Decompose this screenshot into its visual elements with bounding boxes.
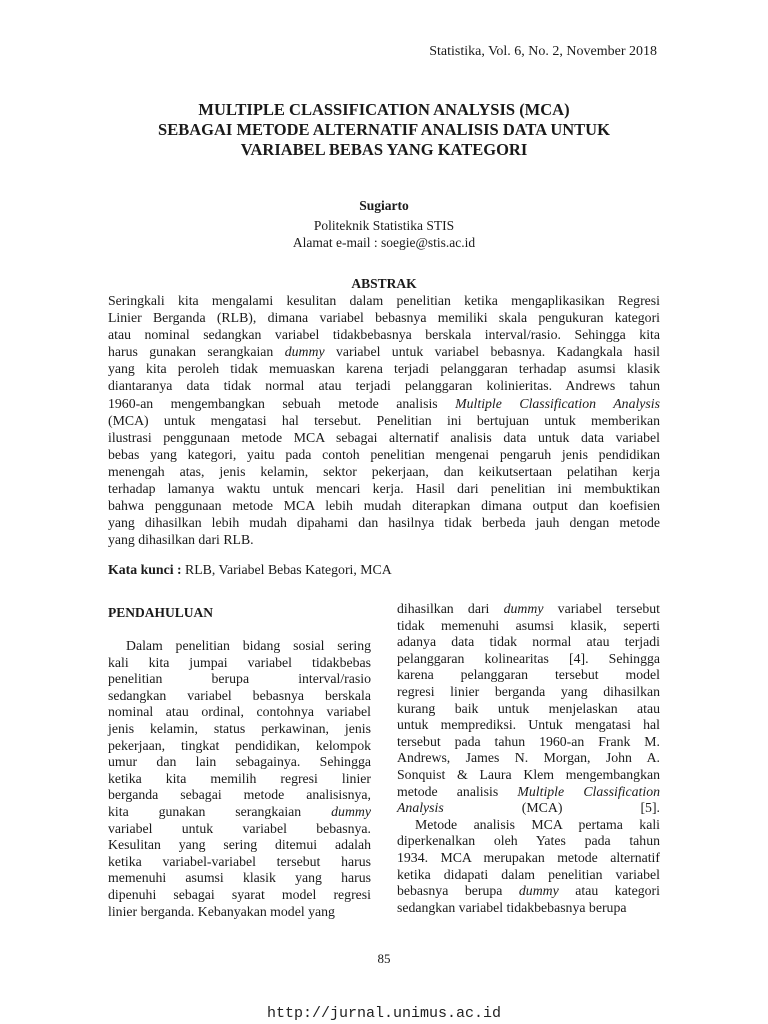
abstract-line: bebas yang kategori, yaitu pada contoh penelitian mengenai pengaruh jenis pendidikan — [108, 446, 660, 462]
title-line-2: SEBAGAI METODE ALTERNATIF ANALISIS DATA UNTUK — [158, 120, 610, 139]
keywords-value: RLB, Variabel Bebas Kategori, MCA — [181, 562, 392, 577]
abstract-heading: ABSTRAK — [351, 276, 417, 291]
abstract-line: menengah atas, jenis kelamin, sektor pekerjaan, dan keikutsertaan pelatihan kerja — [108, 463, 660, 479]
left-column-line: kita gunakan serangkaian dummy — [108, 803, 371, 819]
right-column-line: untuk memprediksi. Untuk mengatasi hal — [397, 717, 660, 733]
left-column-line: Dalam penelitian bidang sosial sering — [126, 638, 371, 653]
abstract-line: yang dihasilkan lebih mudah dipahami dan hasilnya tidak berbeda jauh dengan metode — [108, 515, 660, 531]
left-column-line: ketika kita memilih regresi linier — [108, 770, 371, 786]
abstract-body — [108, 292, 660, 548]
right-column-line: regresi linier berganda yang dihasilkan — [397, 683, 660, 699]
right-column-line: dihasilkan dari dummy variabel tersebut — [397, 601, 660, 616]
left-column-line: berganda sebagai metode analisisnya, — [108, 787, 371, 803]
right-column-line: ketika didapati dalam penelitian variabel — [397, 866, 660, 882]
abstract-line: yang dihasilkan dari RLB. — [108, 532, 254, 548]
left-column-line: Kesulitan yang sering ditemui adalah — [108, 837, 371, 853]
right-column-text — [397, 601, 660, 916]
right-column-line: 1934. MCA merupakan metode alternatif — [397, 849, 660, 865]
left-column-line: nominal atau ordinal, contohnya variabel — [108, 704, 371, 720]
left-column-line: dipenuhi sebagai syarat model regresi — [108, 886, 371, 902]
author-affiliation-block — [108, 217, 660, 251]
right-column-line: diperkenalkan oleh Yates pada tahun — [397, 833, 660, 849]
section-heading: PENDAHULUAN — [108, 605, 214, 620]
right-column-line: karena pelanggaran tersebut model — [397, 667, 660, 683]
right-column-line: pelanggaran kolinearitas [4]. Sehingga — [397, 650, 660, 666]
title-line-3: VARIABEL BEBAS YANG KATEGORI — [240, 140, 528, 159]
abstract-line: (MCA) untuk mengatasi hal tersebut. Penelitian ini bertujuan untuk memberikan — [108, 412, 660, 428]
left-column-line: pekerjaan, tingkat pendidikan, kelompok — [108, 737, 371, 753]
journal-citation: Statistika, Vol. 6, No. 2, November 2018 — [429, 44, 657, 59]
abstract-line: Linier Berganda (RLB), dimana variabel bebasnya memiliki skala pengukuran kategori — [108, 310, 660, 326]
left-column-line: umur dan lain sebagainya. Sehingga — [108, 754, 371, 770]
right-column-line: bebasnya berupa dummy atau kategori — [397, 883, 660, 899]
right-column-line: sedangkan variabel tidakbebasnya berupa — [397, 899, 627, 915]
abstract-line: atau nominal sedangkan variabel tidakbebasnya berskala interval/rasio. Sehingga kita — [108, 327, 660, 343]
author-name: Sugiarto — [359, 198, 409, 213]
abstract-line: ilustrasi penggunaan metode MCA sebagai alternatif analisis data untuk data variabel — [108, 429, 660, 445]
left-column-line: jenis kelamin, status perkawinan, jenis — [108, 720, 371, 736]
abstract-line: diantaranya data tidak normal atau terjadi pelanggaran kolinieritas. Andrews tahun — [108, 378, 660, 394]
keywords-label: Kata kunci : — [108, 562, 182, 577]
left-column-line: ketika variabel-variabel tersebut harus — [108, 853, 371, 869]
left-column-line: variabel untuk variabel bebasnya. — [108, 820, 371, 836]
left-column-line: linier berganda. Kebanyakan model yang — [108, 903, 335, 919]
right-column-line: metode analisis Multiple Classification — [397, 783, 660, 799]
abstract-line: terhadap lamanya waktu untuk mencari kerja. Hasil dari penelitian ini membuktikan — [108, 481, 660, 497]
left-column-line: memenuhi asumsi klasik yang harus — [108, 870, 371, 886]
right-column-line: Analysis (MCA) [5]. — [397, 800, 660, 816]
title-line-1: MULTIPLE CLASSIFICATION ANALYSIS (MCA) — [198, 100, 570, 119]
left-column-line: kali kita jumpai variabel tidakbebas — [108, 654, 371, 670]
right-column-line: kurang baik untuk menjelaskan atau — [397, 700, 660, 716]
left-column-line: penelitian berupa interval/rasio — [108, 671, 371, 687]
page-number: 85 — [377, 951, 391, 966]
abstract-line: Seringkali kita mengalami kesulitan dalam penelitian ketika mengaplikasikan Regresi — [108, 293, 660, 308]
left-column-text — [108, 638, 371, 920]
abstract-line: harus gunakan serangkaian dummy variabel untuk variabel bebasnya. Kadangkala hasil — [108, 344, 660, 360]
abstract-line: 1960-an mengembangkan sebuah metode analisis Multiple Classification Analysis — [108, 395, 660, 411]
right-column-line: Metode analisis MCA pertama kali — [415, 816, 660, 832]
right-column-line: tersebut pada tahun 1960-an Frank M. — [397, 733, 660, 749]
author-affiliation: Politeknik Statistika STIS — [313, 218, 455, 233]
right-column-line: adanya data tidak normal atau terjadi — [397, 634, 660, 650]
abstract-line: bahwa penggunaan metode MCA lebih mudah diterapkan dimana output dan koefisien — [108, 498, 660, 514]
author-email[interactable]: Alamat e-mail : soegie@stis.ac.id — [292, 235, 476, 250]
left-column-line: sedangkan variabel bebasnya berskala — [108, 687, 371, 703]
right-column-line: tidak memenuhi asumsi klasik, seperti — [397, 617, 660, 633]
paper-title — [108, 100, 660, 160]
journal-url[interactable]: http://jurnal.unimus.ac.id — [266, 1005, 502, 1022]
right-column-line: Sonquist & Laura Klem mengembangkan — [397, 766, 660, 782]
keywords — [108, 561, 660, 578]
right-column-line: Andrews, James N. Morgan, John A. — [397, 750, 660, 766]
abstract-line: yang kita peroleh tidak memuaskan karena terjadi pelanggaran terhadap asumsi klasik — [108, 361, 660, 377]
